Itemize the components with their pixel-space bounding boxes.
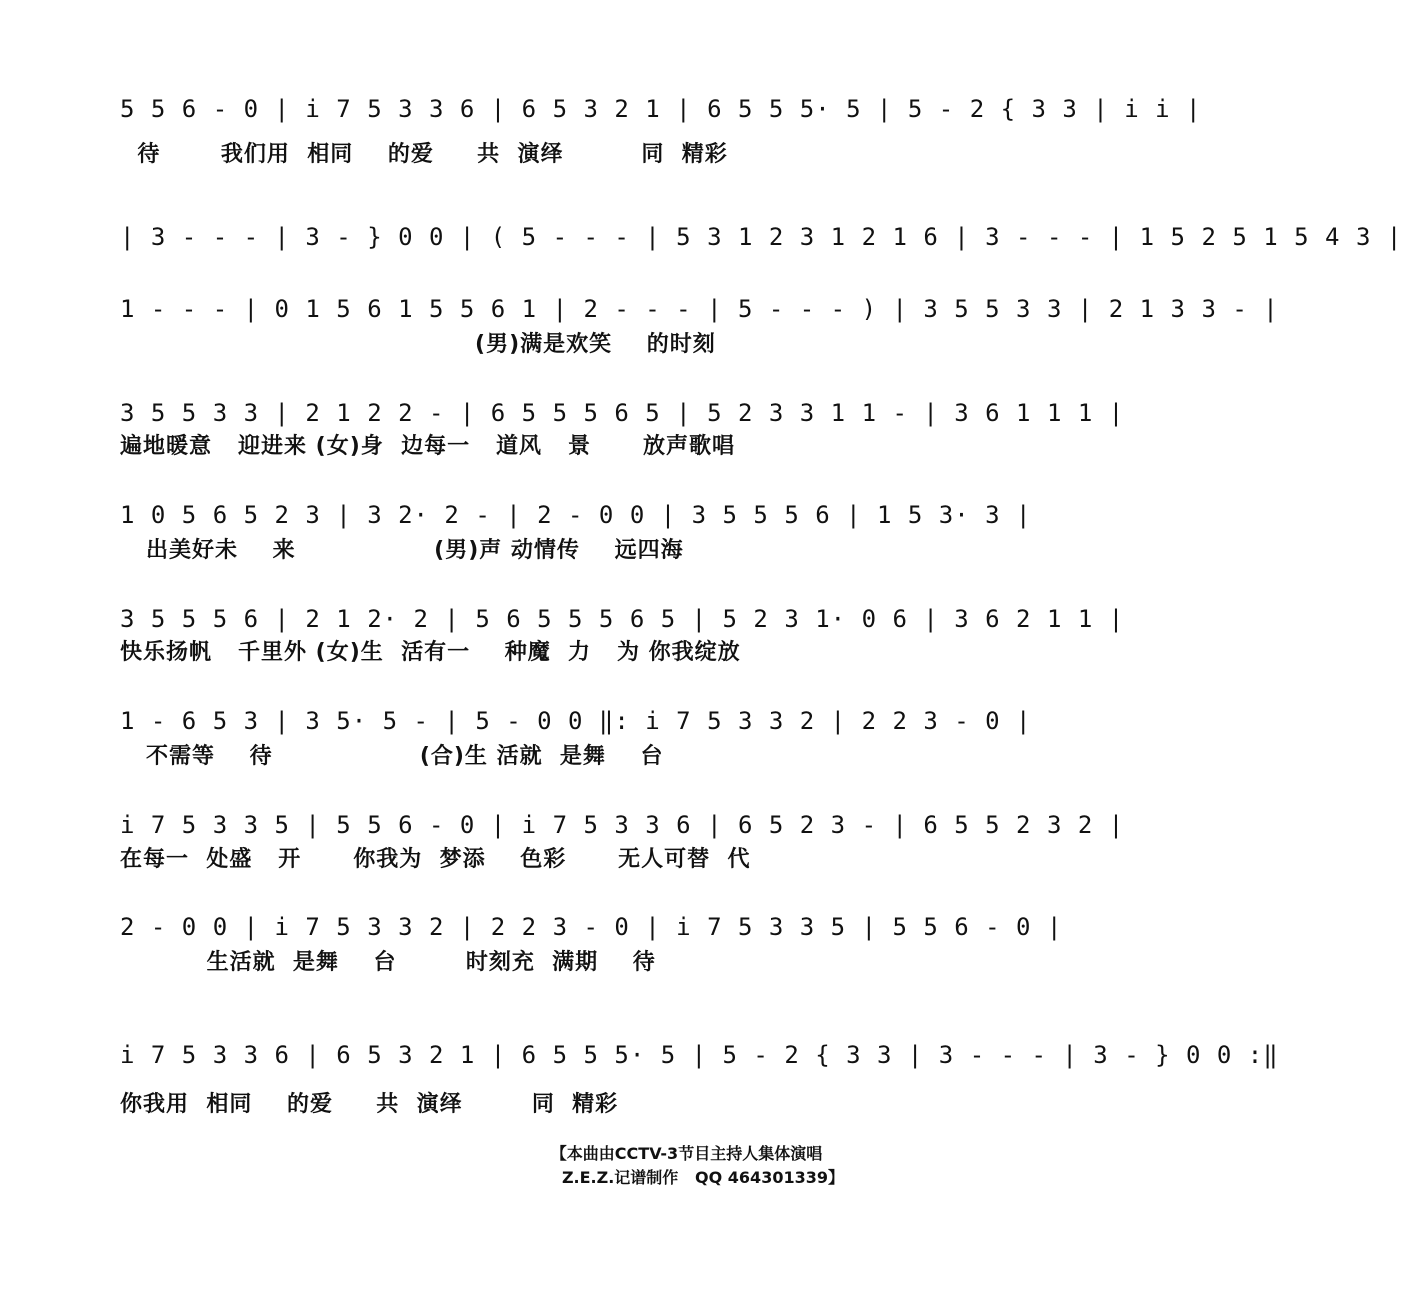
system-7-lyrics: 不需等 待 (合)生 活就 是舞 台 <box>120 744 664 769</box>
system-1-lyrics: 待 我们用 相同 的爱 共 演绎 同 精彩 <box>120 142 728 167</box>
system-8-notes: i 7 5 3 3 5 | 5 5 6 - 0 | i 7 5 3 3 6 | 6 5 2 3 - | 6 5 5 2 3 2 | <box>120 811 1125 839</box>
system-6-notes: 3 5 5 5 6 | 2 1 2· 2 | 5 6 5 5 5 6 5 | 5 2 3 1· 0 6 | 3 6 2 1 1 | <box>120 605 1125 633</box>
system-10-notes: i 7 5 3 3 6 | 6 5 3 2 1 | 6 5 5 5· 5 | 5 - 2 { 3 3 | 3 - - - | 3 - } 0 0 :‖ <box>120 1041 1279 1069</box>
system-8-lyrics: 在每一 处盛 开 你我为 梦添 色彩 无人可替 代 <box>120 847 751 872</box>
system-3-notes: 1 - - - | 0 1 5 6 1 5 5 6 1 | 2 - - - | 5 - - - ) | 3 5 5 3 3 | 2 1 3 3 - | <box>120 295 1279 323</box>
system-4-notes: 3 5 5 3 3 | 2 1 2 2 - | 6 5 5 5 6 5 | 5 2 3 3 1 1 - | 3 6 1 1 1 | <box>120 399 1125 427</box>
system-5-lyrics: 出美好未 来 (男)声 动情传 远四海 <box>120 538 684 563</box>
system-4-lyrics: 遍地暖意 迎进来 (女)身 边每一 道风 景 放声歌唱 <box>120 434 735 459</box>
system-7-notes: 1 - 6 5 3 | 3 5· 5 - | 5 - 0 0 ‖: i 7 5 3 3 2 | 2 2 3 - 0 | <box>120 707 1032 735</box>
system-10-lyrics: 你我用 相同 的爱 共 演绎 同 精彩 <box>120 1092 619 1117</box>
credits-line-2: Z.E.Z.记谱制作 QQ 464301339】 <box>550 1168 844 1187</box>
system-5-notes: 1 0 5 6 5 2 3 | 3 2· 2 - | 2 - 0 0 | 3 5 5 5 6 | 1 5 3· 3 | <box>120 501 1032 529</box>
system-6-lyrics: 快乐扬帆 千里外 (女)生 活有一 种魔 力 为 你我绽放 <box>120 640 741 665</box>
credits-line-1: 【本曲由CCTV-3节目主持人集体演唱 <box>550 1144 823 1163</box>
system-3-lyrics: (男)满是欢笑 的时刻 <box>120 332 716 357</box>
system-1-notes: 5 5 6 - 0 | i 7 5 3 3 6 | 6 5 3 2 1 | 6 5 5 5· 5 | 5 - 2 { 3 3 | i i | <box>120 95 1202 123</box>
credits <box>551 1142 844 1190</box>
system-2-notes: | 3 - - - | 3 - } 0 0 | ( 5 - - - | 5 3 1 2 3 1 2 1 6 | 3 - - - | 1 5 2 5 1 5 4 3 | <box>120 223 1402 251</box>
system-9-lyrics: 生活就 是舞 台 时刻充 满期 待 <box>120 950 656 975</box>
system-9-notes: 2 - 0 0 | i 7 5 3 3 2 | 2 2 3 - 0 | i 7 5 3 3 5 | 5 5 6 - 0 | <box>120 913 1063 941</box>
